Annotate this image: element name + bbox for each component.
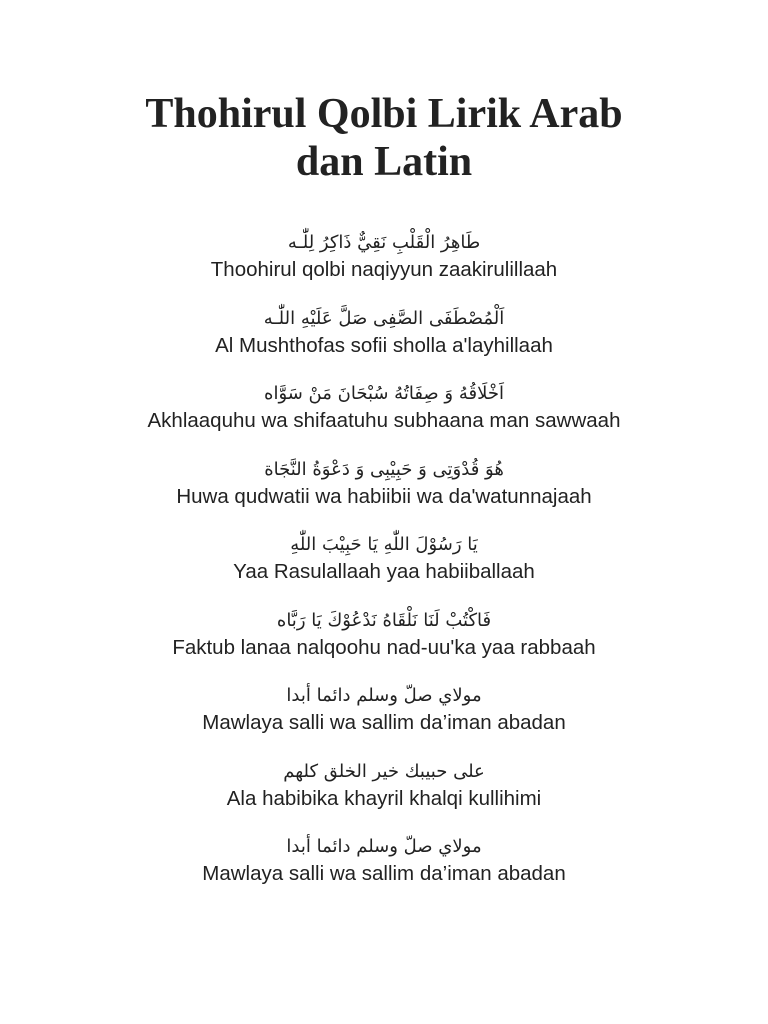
verse-arabic-text: اَخْلَاقُهُ وَ صِفَاتُهُ سُبْحَانَ مَنْ سَوَّاه [264,383,504,404]
verse-latin-text: Akhlaaquhu wa shifaatuhu subhaana man sawwaah [147,409,621,432]
verse-9 [0,833,768,909]
verse-latin-text: Yaa Rasulallaah yaa habiiballaah [233,560,535,583]
verse-arabic-text: مولاي صلّ وسلم دائما أبدا [286,685,482,706]
lyrics-list [0,229,768,909]
verse-1 [0,229,768,305]
verse-arabic-text: اَلْمُصْطَفَى الصَّفِى صَلَّ عَلَيْهِ اللّٰـه [263,307,505,329]
verse-7 [0,682,768,758]
verse-6 [0,607,768,683]
verse-arabic-text: يَا رَسُوْلَ اللّٰهِ يَا حَبِيْبَ اللّٰهِ [290,534,478,555]
verse-latin-text: Mawlaya salli wa sallim da’iman abadan [202,711,566,734]
verse-latin-text: Huwa qudwatii wa habiibii wa da'watunnajaah [176,484,592,508]
verse-8 [0,758,768,834]
verse-latin-text: Mawlaya salli wa sallim da’iman abadan [202,862,566,885]
title-line-2: dan Latin [295,139,473,185]
verse-4 [0,456,768,532]
verse-arabic-text: على حبيبك خير الخلق كلهم [283,760,485,782]
verse-2 [0,305,768,381]
page-title [0,90,768,186]
verse-arabic-text: فَاكْتُبْ لَنَا نَلْقَاهُ نَدْعُوْكَ يَا رَبَّاه [276,609,492,631]
verse-3 [0,380,768,456]
verse-latin-text: Thoohirul qolbi naqiyyun zaakirulillaah [210,258,558,281]
verse-arabic-text: طَاهِرُ الْقَلْبِ نَقِيٌّ ذَاكِرُ لِلّٰـه [287,232,481,253]
title-line-1: Thohirul Qolbi Lirik Arab [145,91,623,137]
verse-arabic-text: مولاي صلّ وسلم دائما أبدا [286,836,482,857]
verse-latin-text: Ala habibika khayril khalqi kullihimi [226,786,542,810]
verse-latin-text: Faktub lanaa nalqoohu nad-uu'ka yaa rabbaah [172,635,596,659]
verse-5 [0,531,768,607]
verse-arabic-text: هُوَ قُدْوَتِى وَ حَبِيْبِى وَ دَعْوَةُ النَّجَاة [264,458,504,480]
verse-latin-text: Al Mushthofas sofii sholla a'layhillaah [215,333,553,357]
